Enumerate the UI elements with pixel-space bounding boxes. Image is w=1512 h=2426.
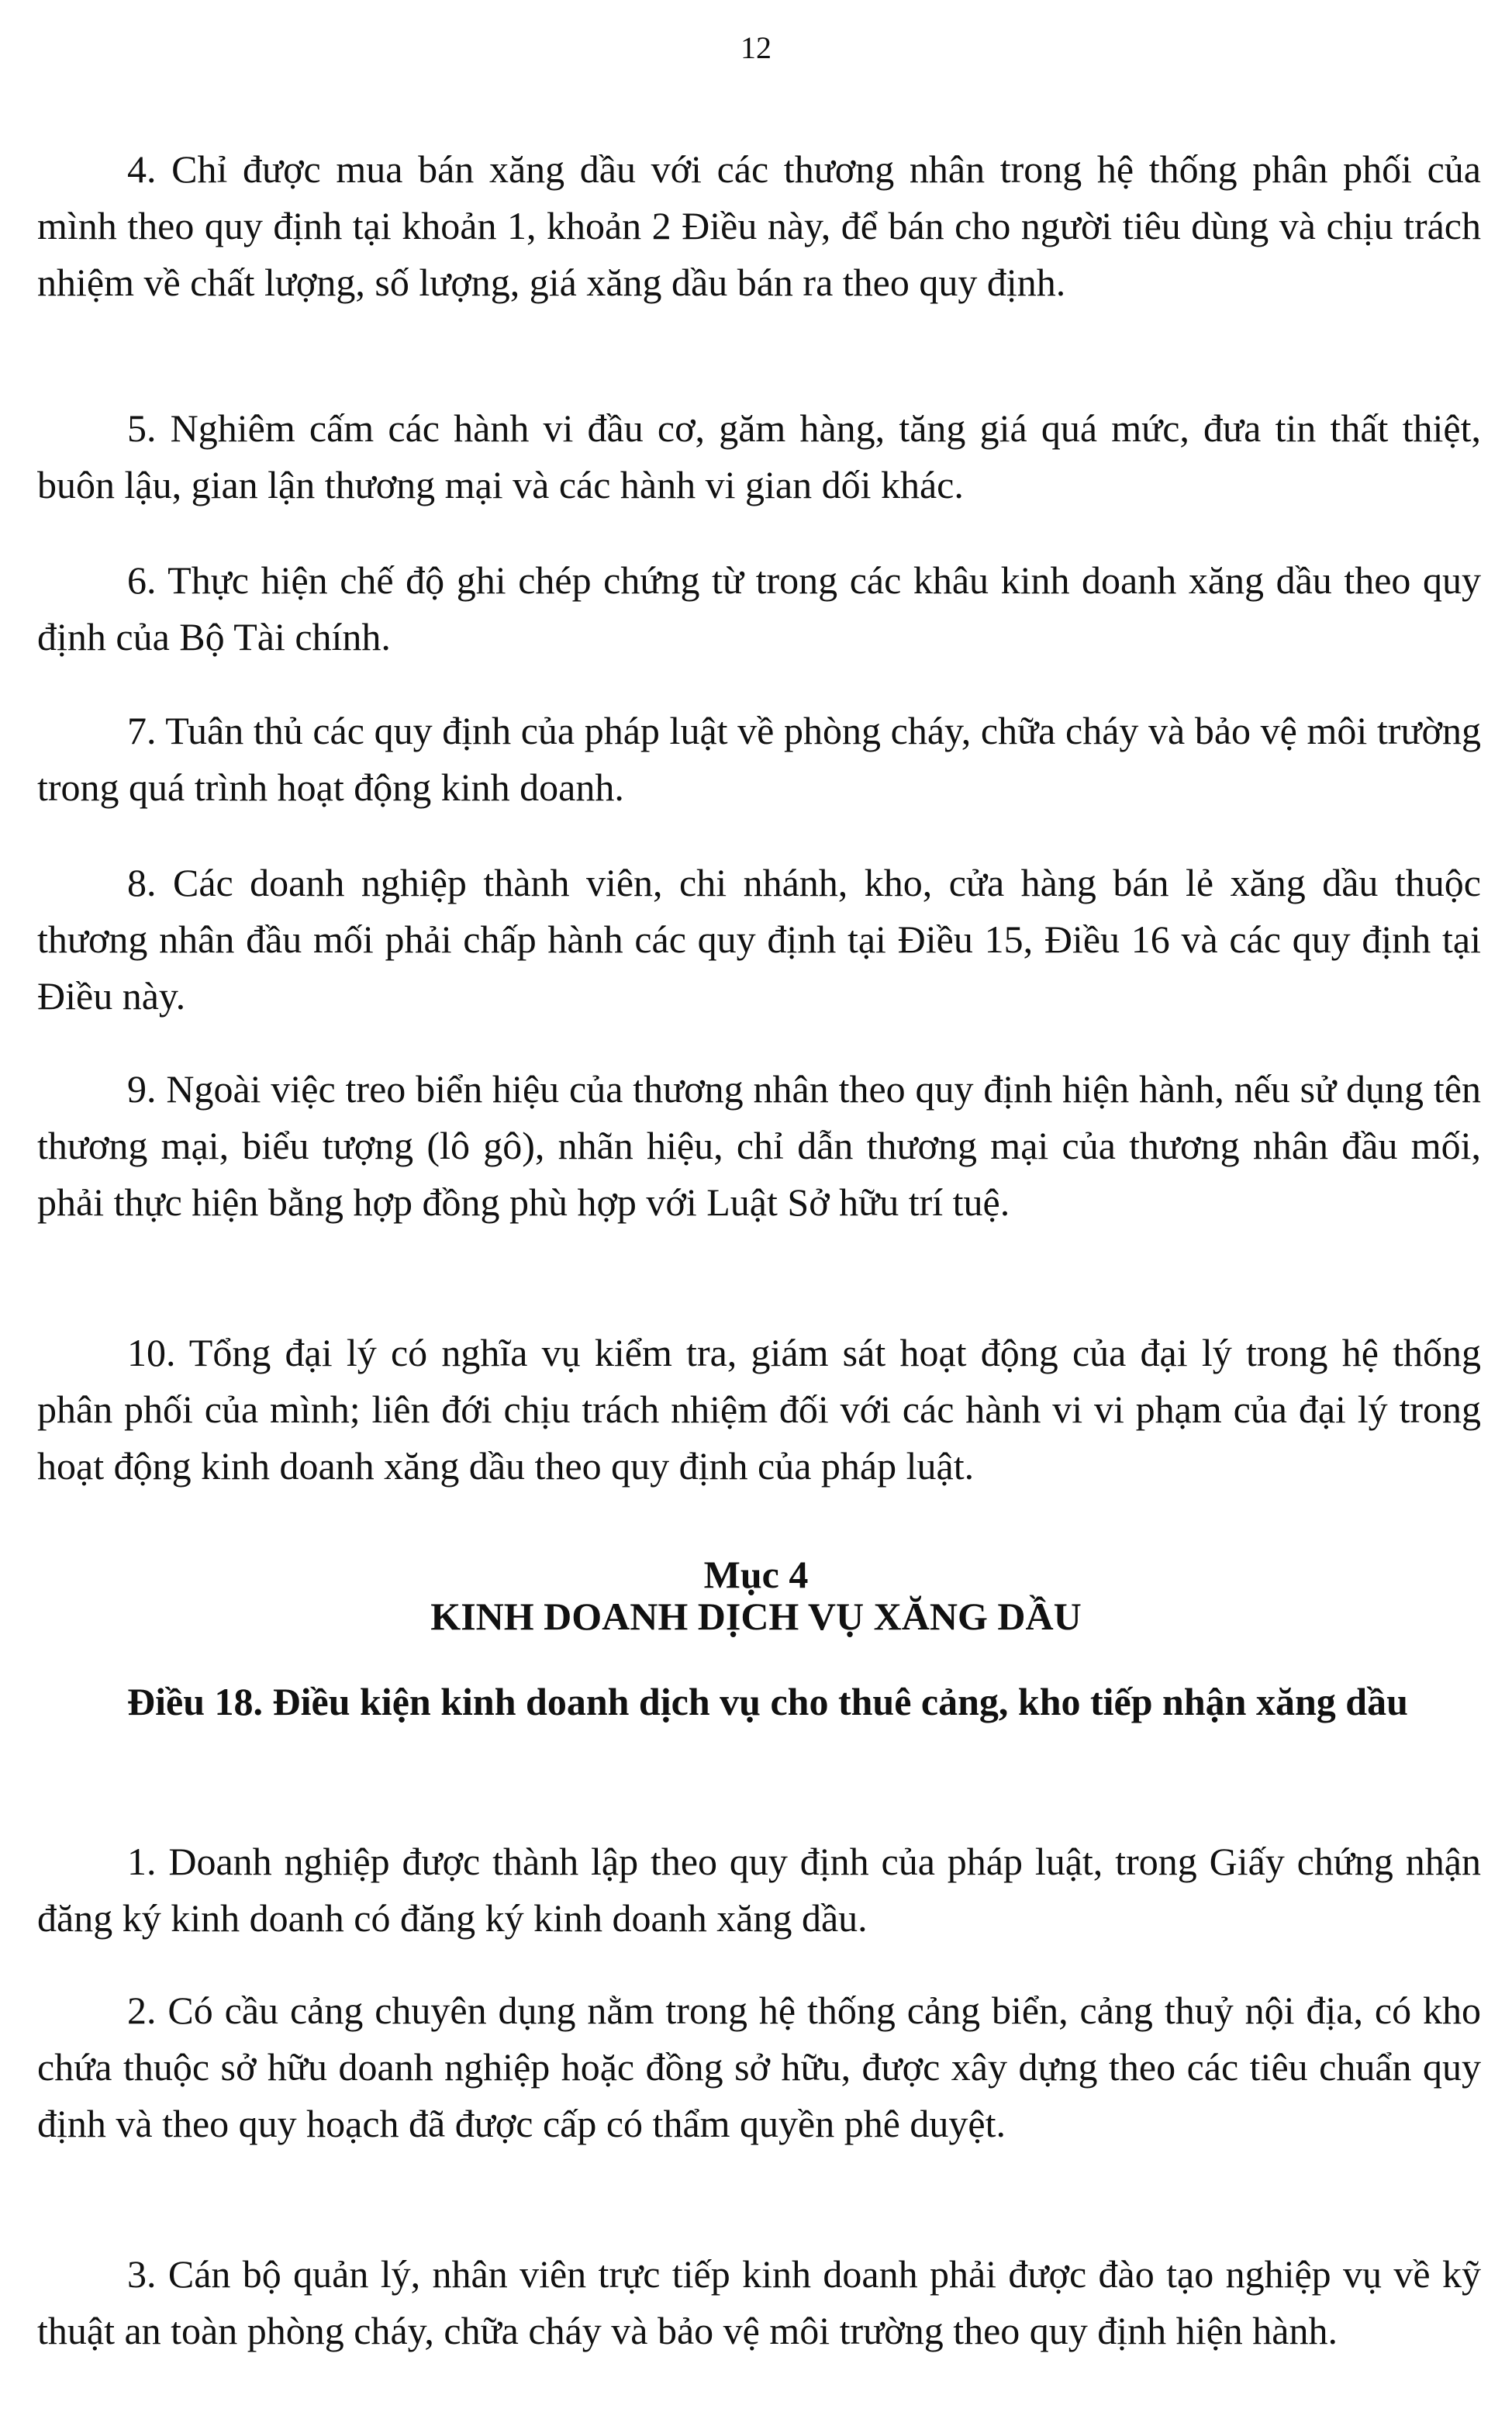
paragraph-item-5: 5. Nghiêm cấm các hành vi đầu cơ, găm hàng, tăng giá quá mức, đưa tin thất thiệt, buôn lậu, gian lận thương mại và các hành vi gian dối khác. [37, 406, 1481, 506]
paragraph-item-8: 8. Các doanh nghiệp thành viên, chi nhánh, kho, cửa hàng bán lẻ xăng dầu thuộc thương nhân đầu mối phải chấp hành các quy định tại Điều 15, Điều 16 và các quy định tại Điều này. [37, 861, 1481, 1018]
paragraph-item-4: 4. Chỉ được mua bán xăng dầu với các thương nhân trong hệ thống phân phối của mình theo quy định tại khoản 1, khoản 2 Điều này, để bán cho người tiêu dùng và chịu trách nhiệm về chất lượng, số lượng, giá xăng dầu bán ra theo quy định. [37, 147, 1481, 304]
section-label: Mục 4 [703, 1553, 809, 1596]
paragraph-item-7: 7. Tuân thủ các quy định của pháp luật về phòng cháy, chữa cháy và bảo vệ môi trường trong quá trình hoạt động kinh doanh. [37, 709, 1481, 809]
paragraph-article-item-1: 1. Doanh nghiệp được thành lập theo quy định của pháp luật, trong Giấy chứng nhận đăng ký kinh doanh có đăng ký kinh doanh xăng dầu. [37, 1840, 1481, 1940]
page-number: 12 [740, 30, 772, 65]
paragraph-article-item-3: 3. Cán bộ quản lý, nhân viên trực tiếp kinh doanh phải được đào tạo nghiệp vụ về kỹ thuật an toàn phòng cháy, chữa cháy và bảo vệ môi trường theo quy định hiện hành. [37, 2252, 1481, 2352]
article-title: Điều 18. Điều kiện kinh doanh dịch vụ cho thuê cảng, kho tiếp nhận xăng dầu [127, 1680, 1408, 1723]
paragraph-article-item-2: 2. Có cầu cảng chuyên dụng nằm trong hệ thống cảng biển, cảng thuỷ nội địa, có kho chứa thuộc sở hữu doanh nghiệp hoặc đồng sở hữu, được xây dựng theo các tiêu chuẩn quy định và theo quy hoạch đã được cấp có thẩm quyền phê duyệt. [37, 1989, 1481, 2145]
paragraph-item-10: 10. Tổng đại lý có nghĩa vụ kiểm tra, giám sát hoạt động của đại lý trong hệ thống phân phối của mình; liên đới chịu trách nhiệm đối với các hành vi vi phạm của đại lý trong hoạt động kinh doanh xăng dầu theo quy định của pháp luật. [37, 1331, 1481, 1488]
paragraph-item-9: 9. Ngoài việc treo biển hiệu của thương nhân theo quy định hiện hành, nếu sử dụng tên thương mại, biểu tượng (lô gô), nhãn hiệu, chỉ dẫn thương mại của thương nhân đầu mối, phải thực hiện bằng hợp đồng phù hợp với Luật Sở hữu trí tuệ. [37, 1067, 1481, 1224]
paragraph-item-6: 6. Thực hiện chế độ ghi chép chứng từ trong các khâu kinh doanh xăng dầu theo quy định của Bộ Tài chính. [37, 558, 1481, 658]
section-title: KINH DOANH DỊCH VỤ XĂNG DẦU [430, 1595, 1082, 1638]
